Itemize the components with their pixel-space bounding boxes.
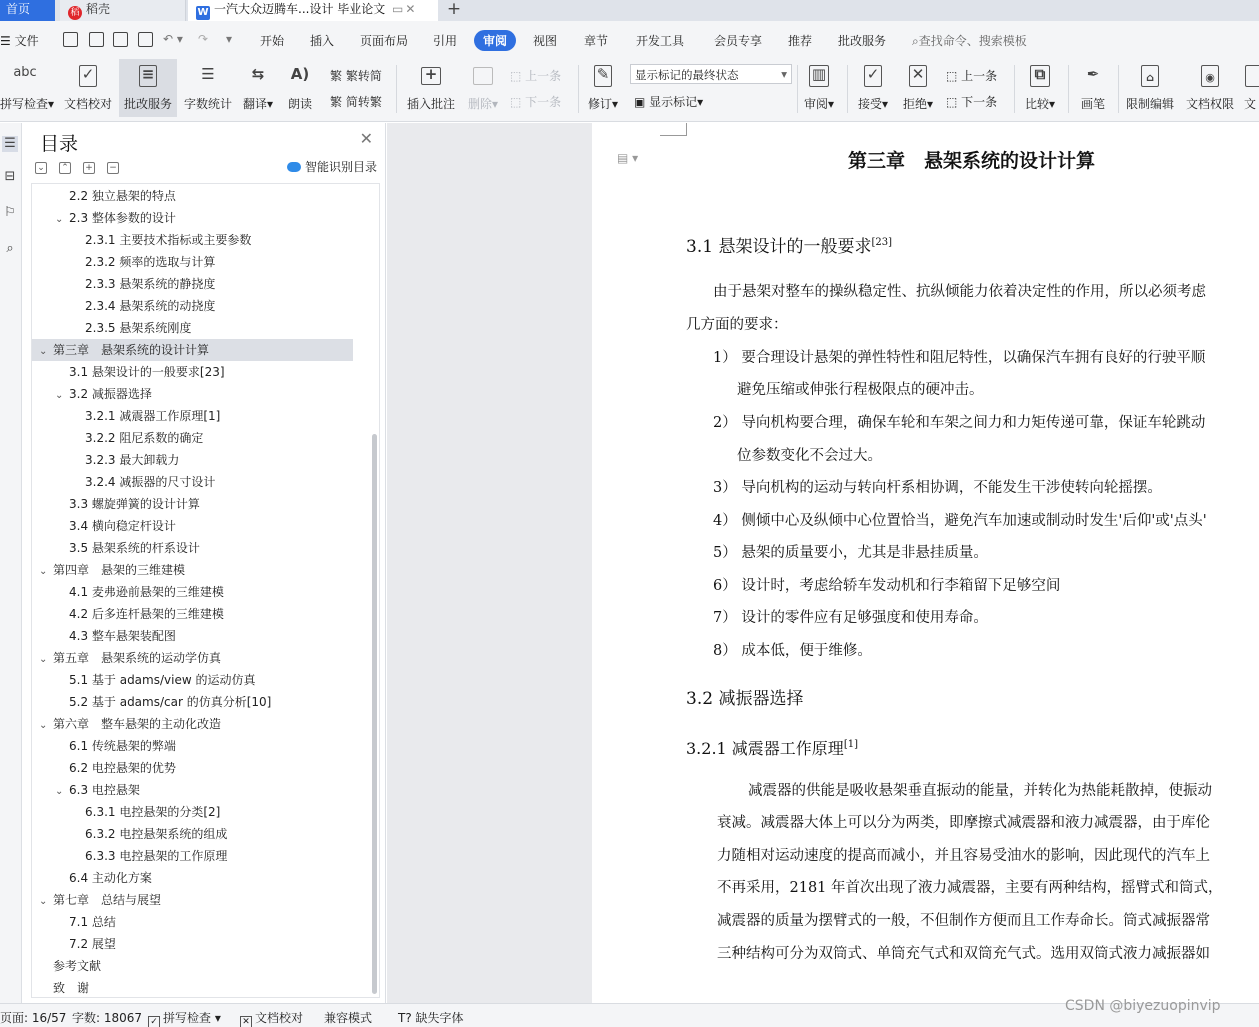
review-pane-label: 审阅▾ — [803, 97, 835, 111]
next-comment-icon: ⬚ — [510, 95, 526, 109]
toc-item-label: 3.2.1 减震器工作原理[1] — [85, 409, 221, 423]
toc-scrollbar[interactable] — [372, 434, 377, 994]
ink-button[interactable] — [1074, 59, 1112, 117]
menu-view[interactable]: 视图 — [533, 34, 558, 48]
restrict-edit-button[interactable] — [1122, 59, 1178, 117]
translate-button[interactable] — [238, 59, 278, 117]
compare-icon: ⧉ — [1027, 63, 1053, 89]
comment-delete-icon — [470, 63, 496, 89]
watermark: CSDN @biyezuopinvip — [1065, 998, 1221, 1014]
list-item: 6） 设计时，考虑给轿车发动机和行李箱留下足够空间 — [713, 578, 1061, 594]
add-item-icon[interactable]: + — [83, 162, 95, 174]
toc-item-label: 参考文献 — [53, 959, 102, 973]
wordcount-icon: ☰ — [201, 65, 215, 83]
toc-item[interactable] — [32, 295, 215, 317]
toc-item[interactable] — [32, 251, 215, 273]
new-tab-button[interactable]: + — [446, 0, 462, 19]
toc-item[interactable] — [32, 867, 152, 889]
citation-ref: [1] — [843, 739, 858, 750]
menu-member[interactable]: 会员专享 — [714, 34, 763, 48]
chevron-down-icon[interactable]: ⌄ — [55, 214, 64, 225]
toc-item[interactable] — [32, 317, 191, 339]
toc-item-label: 3.1 悬架设计的一般要求[23] — [69, 365, 225, 379]
command-search-placeholder: 查找命令、搜索模板 — [918, 34, 1027, 48]
proof-icon: ✕ — [240, 1016, 252, 1027]
toc-item-label: 4.2 后多连杆悬架的三维建模 — [69, 607, 224, 621]
list-item: 2） 导向机构要合理，确保车轮和车架之间力和力矩传递可靠，保证车轮跳动 — [713, 415, 1206, 431]
window-icon[interactable]: ▭ — [392, 2, 404, 16]
toc-item-label: 2.3.3 悬架系统的静挠度 — [85, 277, 216, 291]
list-item: 5） 悬架的质量要小，尤其是非悬挂质量。 — [713, 545, 988, 561]
wordcount-label: 字数统计 — [183, 97, 232, 111]
doc-permission-icon: ◉ — [1197, 63, 1223, 89]
lock-doc-icon: ⌂ — [1137, 63, 1163, 89]
toc-item-label: 2.3.1 主要技术指标或主要参数 — [85, 233, 252, 247]
doccheck-button[interactable] — [60, 59, 116, 117]
list-item: 避免压缩或伸张行程极限点的硬冲击。 — [737, 382, 984, 398]
toc-item[interactable] — [32, 955, 101, 977]
redo-icon[interactable]: ↷ — [198, 32, 209, 46]
chevron-down-icon[interactable]: ⌄ — [39, 566, 48, 577]
paragraph: 几方面的要求： — [686, 317, 788, 333]
menu-chapter[interactable]: 章节 — [584, 34, 609, 48]
next-change-button[interactable]: ⬚ 下一条 — [946, 95, 998, 109]
toc-item[interactable] — [32, 559, 185, 581]
toc-item-label: 3.4 横向稳定杆设计 — [69, 519, 176, 533]
toc-item[interactable] — [32, 625, 176, 647]
toc-item[interactable] — [32, 911, 116, 933]
export-pdf-icon[interactable] — [89, 32, 104, 47]
toc-item[interactable] — [32, 581, 224, 603]
menu-start[interactable]: 开始 — [260, 34, 285, 48]
tab-daoke-label: 稻壳 — [86, 2, 111, 16]
doc-icon — [1241, 63, 1259, 89]
prev-comment-button[interactable]: ⬚ 上一条 — [510, 69, 562, 83]
toc-item[interactable] — [32, 229, 251, 251]
collapse-all-icon[interactable]: ⌃ — [59, 162, 71, 174]
heading-3-2-1: 3.2.1 减震器工作原理[1] — [686, 739, 858, 758]
ribbon-separator — [797, 65, 798, 113]
toc-item-label: 6.3.1 电控悬架的分类[2] — [85, 805, 221, 819]
citation-ref: [23] — [871, 237, 892, 248]
list-item: 1） 要合理设计悬架的弹性特性和阻尼特性，以确保汽车拥有良好的行驶平顺 — [713, 350, 1206, 366]
toc-item-label: 2.2 独立悬架的特点 — [69, 189, 176, 203]
toc-item[interactable] — [32, 383, 152, 405]
toc-item-label: 7.1 总结 — [69, 915, 116, 929]
paragraph: 减震器的供能是吸收悬架垂直振动的能量，并转化为热能耗散掉，使振动 — [748, 783, 1212, 799]
toc-item[interactable] — [32, 647, 221, 669]
toc-item[interactable] — [32, 735, 176, 757]
daoke-logo-icon: 稻 — [68, 6, 82, 20]
pen-icon: ✒ — [1086, 65, 1100, 83]
prev-change-button[interactable]: ⬚ 上一条 — [946, 69, 998, 83]
revise-icon: ✎ — [590, 63, 616, 89]
review-service-icon: ≡ — [135, 63, 161, 89]
doccheck-icon: ✓ — [75, 63, 101, 89]
print-icon[interactable] — [113, 32, 128, 47]
accept-icon: ✓ — [860, 63, 886, 89]
chevron-down-icon[interactable]: ⌄ — [55, 390, 64, 401]
side-nav-strip — [0, 123, 22, 1003]
translate-label: 翻译▾ — [242, 97, 274, 111]
command-search[interactable] — [912, 32, 1027, 49]
menu-developer[interactable]: 开发工具 — [636, 34, 685, 48]
spellcheck-status[interactable]: ✓ 拼写检查 ▾ — [148, 1009, 221, 1027]
doc-proof-status[interactable]: ✕ 文档校对 — [240, 1009, 303, 1027]
paragraph: 三种结构可分为双筒式、单筒充气式和双筒充气式。选用双筒式液力减振器如 — [717, 946, 1210, 962]
reject-label: 拒绝▾ — [902, 97, 934, 111]
reject-button[interactable] — [898, 59, 938, 117]
chevron-down-icon[interactable]: ⌄ — [39, 720, 48, 731]
to-simplified-button[interactable]: 繁 简转繁 — [330, 95, 382, 109]
page-indicator[interactable]: 页面: 16/57 — [0, 1011, 67, 1025]
toc-item[interactable] — [32, 361, 225, 383]
tab-document[interactable] — [188, 0, 438, 21]
toc-item[interactable] — [32, 889, 161, 911]
paragraph: 由于悬架对整车的操纵稳定性、抗纵倾能力依着决定性的作用，所以必须考虑 — [713, 284, 1206, 300]
toc-item-label: 3.2.3 最大卸载力 — [85, 453, 180, 467]
accept-button[interactable] — [853, 59, 893, 117]
review-service-label: 批改服务 — [123, 97, 172, 111]
review-pane-icon: ▥ — [806, 63, 832, 89]
toc-item-label: 第四章 悬架的三维建模 — [53, 563, 186, 577]
toc-item-label: 4.1 麦弗逊前悬架的三维建模 — [69, 585, 224, 599]
toc-item[interactable] — [32, 515, 176, 537]
smart-toc-label: 智能识别目录 — [304, 160, 377, 174]
file-menu-label: 文件 — [14, 34, 39, 48]
tab-document-label: 一汽大众迈腾车...设计 毕业论文 — [214, 2, 386, 16]
prev-change-icon: ⬚ — [946, 69, 962, 83]
next-comment-button[interactable]: ⬚ 下一条 — [510, 95, 562, 109]
toc-item-label: 6.3.3 电控悬架的工作原理 — [85, 849, 228, 863]
toc-item-label: 6.4 主动化方案 — [69, 871, 152, 885]
chevron-down-icon[interactable]: ⌄ — [39, 654, 48, 665]
missing-font-status[interactable]: T? 缺失字体 — [398, 1011, 464, 1025]
toc-item[interactable] — [32, 427, 203, 449]
ribbon-separator — [1118, 65, 1119, 113]
toc-item[interactable] — [32, 669, 255, 691]
revise-label: 修订▾ — [587, 97, 619, 111]
toc-item-label: 5.2 基于 adams/car 的仿真分析[10] — [69, 695, 272, 709]
heading-3-2: 3.2 减振器选择 — [686, 689, 804, 709]
toc-item-label: 第五章 悬架系统的运动学仿真 — [53, 651, 222, 665]
revise-button[interactable] — [583, 59, 623, 117]
toc-item-label: 2.3.4 悬架系统的动挠度 — [85, 299, 216, 313]
heading-3-1: 3.1 悬架设计的一般要求[23] — [686, 237, 892, 257]
restrict-edit-label: 限制编辑 — [1125, 97, 1174, 111]
toc-item[interactable] — [32, 933, 116, 955]
menu-review[interactable]: 审阅 — [474, 30, 516, 51]
tab-bar — [0, 0, 1259, 21]
toc-item[interactable] — [32, 207, 176, 229]
chevron-down-icon[interactable]: ⌄ — [55, 786, 64, 797]
close-icon[interactable]: ✕ — [359, 129, 373, 148]
paragraph: 力随相对运动速度的提高而减小，并且容易受油水的影响，因此现代的汽车上 — [717, 848, 1210, 864]
toc-item-label: 4.3 整车悬架装配图 — [69, 629, 176, 643]
toc-item-label: 3.5 悬架系统的杆系设计 — [69, 541, 200, 555]
list-item: 位参数变化不会过大。 — [737, 448, 882, 464]
menu-references[interactable]: 引用 — [433, 34, 458, 48]
next-change-icon: ⬚ — [946, 95, 962, 109]
list-item: 8） 成本低，便于维修。 — [713, 643, 872, 659]
expand-all-icon[interactable]: ⌄ — [35, 162, 47, 174]
toc-item[interactable] — [32, 801, 220, 823]
toc-item-label: 第六章 整车悬架的主动化改造 — [53, 717, 222, 731]
read-aloud-label: 朗读 — [287, 97, 312, 111]
page-margin-mark — [660, 123, 687, 136]
toc-item-label: 6.3 电控悬架 — [69, 783, 140, 797]
more-ribbon-label: 文 — [1243, 97, 1256, 111]
comment-add-icon: + — [418, 63, 444, 89]
read-aloud-button[interactable] — [282, 59, 318, 117]
toc-nav-icon[interactable]: ☰ — [2, 136, 18, 152]
spellcheck-icon: abc — [13, 65, 37, 80]
toc-item-label: 6.3.2 电控悬架系统的组成 — [85, 827, 228, 841]
chapter-nav-icon[interactable]: ⊟ — [4, 169, 16, 184]
insert-comment-label: 插入批注 — [406, 97, 455, 111]
toc-item[interactable] — [32, 185, 176, 207]
reject-icon: ✕ — [905, 63, 931, 89]
file-menu[interactable] — [0, 32, 39, 49]
font-icon: T? — [398, 1011, 416, 1025]
insert-comment-button[interactable] — [403, 59, 459, 117]
show-markup-button[interactable]: ▣ 显示标记▾ — [634, 95, 704, 109]
list-item: 7） 设计的零件应有足够强度和使用寿命。 — [713, 610, 988, 626]
toc-item-label: 7.2 展望 — [69, 937, 116, 951]
smart-toc-button[interactable] — [287, 158, 377, 175]
toc-item[interactable] — [32, 339, 353, 361]
more-ribbon-button[interactable] — [1241, 59, 1259, 117]
checkbox-icon: ✓ — [148, 1016, 160, 1027]
chevron-down-icon[interactable]: ⌄ — [39, 896, 48, 907]
toc-item[interactable] — [32, 603, 224, 625]
compare-button[interactable] — [1020, 59, 1060, 117]
menu-recommend[interactable]: 推荐 — [788, 34, 813, 48]
toc-item-label: 2.3.2 频率的选取与计算 — [85, 255, 216, 269]
to-traditional-button[interactable]: 繁 繁转简 — [330, 69, 382, 83]
search-icon: ⌕ — [912, 34, 919, 48]
chevron-down-icon: ▾ — [781, 67, 787, 81]
spellcheck-label: 拼写检查▾ — [0, 97, 55, 111]
toc-item[interactable] — [32, 537, 200, 559]
ribbon-separator — [1068, 65, 1069, 113]
translate-icon: ⇆ — [251, 65, 265, 83]
toc-title: 目录 — [40, 133, 79, 155]
toc-item-label: 3.2 减振器选择 — [69, 387, 152, 401]
bookmark-icon[interactable]: ⚐ — [4, 205, 16, 220]
markup-mode-select[interactable] — [630, 64, 792, 84]
toc-item[interactable] — [32, 779, 140, 801]
toc-item-label: 6.1 传统悬架的弊端 — [69, 739, 176, 753]
cloud-icon — [287, 162, 301, 172]
toc-item[interactable] — [32, 977, 89, 998]
ink-label: 画笔 — [1080, 97, 1105, 111]
toc-item-label: 致 谢 — [53, 981, 90, 995]
menu-review-service[interactable]: 批改服务 — [838, 34, 887, 48]
print-preview-icon[interactable] — [138, 32, 153, 47]
remove-item-icon[interactable]: − — [107, 162, 119, 174]
hamburger-icon: ☰ — [0, 34, 15, 48]
ribbon-separator — [396, 65, 397, 113]
ribbon-separator — [578, 65, 579, 113]
toc-item-label: 第七章 总结与展望 — [53, 893, 162, 907]
tab-home[interactable] — [0, 0, 55, 21]
tab-home-label: 首页 — [6, 2, 31, 16]
show-markup-icon: ▣ — [634, 95, 650, 109]
toc-item-label: 6.2 电控悬架的优势 — [69, 761, 176, 775]
toc-item-label: 3.2.4 减振器的尺寸设计 — [85, 475, 216, 489]
markup-mode-value: 显示标记的最终状态 — [635, 68, 739, 82]
list-item: 4） 侧倾中心及纵倾中心位置恰当，避免汽车加速或制动时发生'后仰'或'点头' — [713, 513, 1207, 529]
toc-item[interactable] — [32, 691, 271, 713]
chevron-down-icon[interactable]: ⌄ — [39, 346, 48, 357]
toc-item[interactable] — [32, 493, 200, 515]
convert-icon: 繁 — [330, 69, 346, 83]
chapter-heading: 第三章 悬架系统的设计计算 — [848, 150, 1096, 172]
toc-item-label: 第三章 悬架系统的设计计算 — [53, 343, 210, 357]
spellcheck-button[interactable] — [0, 59, 55, 117]
review-service-button[interactable] — [119, 59, 177, 117]
word-doc-icon: W — [197, 7, 209, 18]
word-count[interactable]: 字数: 18067 — [72, 1011, 143, 1025]
page-icon[interactable]: ▤ ▾ — [617, 151, 639, 165]
toc-toolbar — [35, 159, 131, 174]
toc-item[interactable] — [32, 273, 215, 295]
delete-comment-button[interactable] — [463, 59, 503, 117]
find-icon[interactable]: ⌕ — [6, 241, 14, 256]
wordcount-button[interactable] — [180, 59, 236, 117]
toc-item-label: 5.1 基于 adams/view 的运动仿真 — [69, 673, 256, 687]
doccheck-label: 文档校对 — [63, 97, 112, 111]
convert-icon-2: 繁 — [330, 95, 346, 109]
toc-panel — [22, 123, 386, 1003]
accept-label: 接受▾ — [857, 97, 889, 111]
list-item: 3） 导向机构的运动与转向杆系相协调，不能发生干涉使转向轮摇摆。 — [713, 480, 1162, 496]
review-pane-button[interactable] — [800, 59, 838, 117]
doc-permission-label: 文档权限 — [1185, 97, 1234, 111]
toc-item-label: 2.3 整体参数的设计 — [69, 211, 176, 225]
toc-item[interactable] — [32, 449, 179, 471]
compat-mode: 兼容模式 — [324, 1011, 373, 1025]
paragraph: 衰减。减震器大体上可以分为两类，即摩擦式减震器和液力减震器，由于库伦 — [717, 815, 1210, 831]
prev-comment-icon: ⬚ — [510, 69, 526, 83]
ribbon-separator — [1014, 65, 1015, 113]
toc-item[interactable] — [32, 823, 227, 845]
ribbon-separator — [847, 65, 848, 113]
menu-bar — [0, 21, 1259, 59]
toc-item[interactable] — [32, 845, 227, 867]
toc-item[interactable] — [32, 757, 176, 779]
menu-insert[interactable]: 插入 — [310, 34, 335, 48]
close-tab-icon[interactable]: ✕ — [405, 2, 416, 16]
doc-permission-button[interactable] — [1182, 59, 1238, 117]
customize-toolbar-icon[interactable]: ▾ — [226, 32, 233, 46]
toc-item[interactable] — [32, 471, 215, 493]
undo-icon[interactable]: ↶ ▾ — [163, 32, 183, 46]
read-aloud-icon: A) — [290, 65, 310, 83]
paragraph: 不再采用，2181 年首次出现了液力减震器，主要有两种结构，摇臂式和筒式， — [717, 880, 1223, 896]
toc-item-label: 2.3.5 悬架系统刚度 — [85, 321, 192, 335]
delete-comment-label: 删除▾ — [467, 97, 499, 111]
tab-daoke[interactable] — [60, 0, 186, 21]
paragraph: 减震器的质量为摆臂式的一般，不但制作方便而且工作寿命长。筒式减振器常 — [717, 913, 1210, 929]
toc-item-label: 3.3 螺旋弹簧的设计计算 — [69, 497, 200, 511]
toc-list — [31, 183, 380, 998]
toc-item-label: 3.2.2 阻尼系数的确定 — [85, 431, 204, 445]
save-icon[interactable] — [63, 32, 78, 47]
toc-item[interactable] — [32, 405, 220, 427]
toc-item[interactable] — [32, 713, 221, 735]
menu-page-layout[interactable]: 页面布局 — [360, 34, 409, 48]
compare-label: 比较▾ — [1024, 97, 1056, 111]
